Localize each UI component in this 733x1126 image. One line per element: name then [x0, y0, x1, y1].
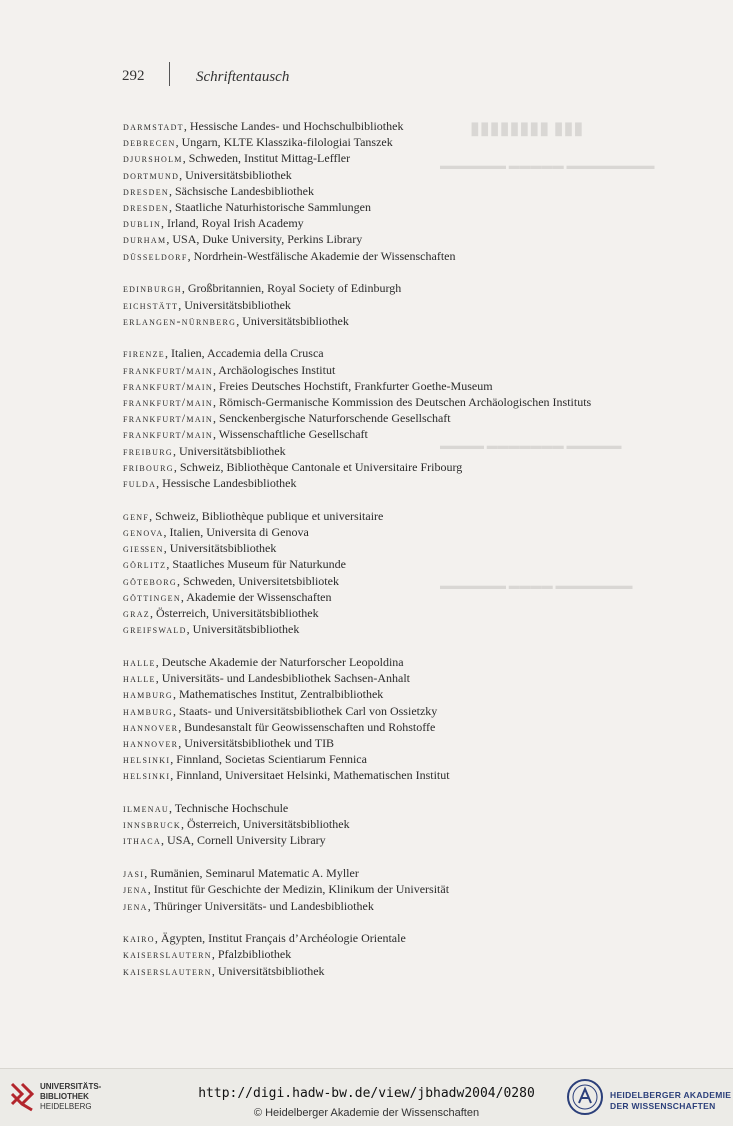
- institution-name: Deutsche Akademie der Naturforscher Leopoldina: [161, 654, 404, 669]
- institution-name: USA, Duke University, Perkins Library: [172, 232, 363, 247]
- institution-name: Universitätsbibliothek und TIB: [184, 735, 335, 750]
- list-item: [123, 800, 683, 816]
- institution-name: Nordrhein-Westfälische Akademie der Wissenschaften: [193, 248, 456, 263]
- separator: ,: [187, 248, 194, 263]
- list-item: [123, 589, 683, 605]
- institution-name: Österreich, Universitätsbibliothek: [186, 817, 350, 832]
- permalink-url[interactable]: http://digi.hadw-bw.de/view/jbhadw2004/0280: [198, 1086, 535, 1101]
- entry-group: [123, 865, 683, 914]
- institution-name: Akademie der Wissenschaften: [186, 589, 332, 604]
- list-item: [123, 183, 683, 199]
- separator: ,: [180, 817, 187, 832]
- list-item: [123, 410, 683, 426]
- list-item: [123, 605, 683, 621]
- institution-name: Staats- und Universitätsbibliothek Carl von Ossietzky: [179, 703, 438, 718]
- institution-name: Senckenbergische Naturforschende Gesellschaft: [218, 411, 451, 426]
- institution-name: Hessische Landes- und Hochschulbibliothek: [189, 119, 404, 133]
- list-item: [123, 930, 683, 946]
- city-name: genova: [123, 524, 164, 539]
- institution-name: USA, Cornell University Library: [167, 833, 326, 848]
- city-name: halle: [123, 654, 156, 669]
- list-item: [123, 362, 683, 378]
- separator: ,: [165, 346, 171, 361]
- list-item: [123, 751, 683, 767]
- list-item: [123, 167, 683, 183]
- list-item: [123, 816, 683, 832]
- separator: ,: [178, 735, 185, 750]
- city-name: halle: [123, 671, 156, 686]
- list-item: [123, 703, 683, 719]
- show-through-decoration: ▬▬▬▬▬▬ ▬▬▬▬ ▬▬▬▬▬▬▬: [440, 580, 633, 592]
- institution-name: Universitätsbibliothek: [169, 541, 277, 556]
- city-name: frankfurt/main: [123, 378, 213, 393]
- institution-name: Österreich, Universitätsbibliothek: [155, 605, 319, 620]
- city-name: firenze: [123, 346, 165, 361]
- running-title: Schriftentausch: [196, 69, 290, 85]
- list-item: [123, 313, 683, 329]
- city-name: freiburg: [123, 443, 173, 458]
- institution-name: Hessische Landesbibliothek: [162, 476, 297, 491]
- show-through-decoration: ▬▬▬▬ ▬▬▬▬▬▬▬ ▬▬▬▬▬: [440, 440, 622, 452]
- institution-name: Institut für Geschichte der Medizin, Klinikum der Universität: [153, 882, 450, 897]
- separator: ,: [183, 119, 190, 133]
- institution-name: Ägypten, Institut Français d’Archéologie Orientale: [160, 931, 406, 946]
- entry-group: [123, 930, 683, 979]
- list-item: [123, 654, 683, 670]
- separator: ,: [155, 671, 162, 686]
- city-name: hannover: [123, 735, 179, 750]
- ub-logo-line-2: BIBLIOTHEK: [40, 1092, 89, 1101]
- city-name: dublin: [123, 216, 162, 231]
- city-name: kairo: [123, 931, 155, 946]
- institution-name: Finnland, Societas Scientiarum Fennica: [176, 752, 367, 767]
- header-divider: [169, 62, 170, 86]
- city-name: jasi: [123, 866, 145, 881]
- list-item: [123, 443, 683, 459]
- city-name: hamburg: [123, 703, 173, 718]
- separator: ,: [156, 476, 163, 491]
- city-name: helsinki: [123, 768, 171, 783]
- city-name: innsbruck: [123, 817, 181, 832]
- city-name: ilmenau: [123, 801, 169, 816]
- separator: ,: [168, 801, 175, 816]
- list-item: [123, 524, 683, 540]
- list-item: [123, 621, 683, 637]
- separator: ,: [166, 557, 173, 572]
- separator: ,: [178, 297, 185, 312]
- institution-name: Sächsische Landesbibliothek: [175, 183, 314, 198]
- separator: ,: [212, 427, 219, 442]
- institution-name: Universitätsbibliothek: [178, 443, 286, 458]
- separator: ,: [180, 589, 187, 604]
- separator: ,: [144, 866, 151, 881]
- separator: ,: [166, 232, 173, 247]
- city-name: helsinki: [123, 752, 171, 767]
- city-name: dresden: [123, 183, 169, 198]
- institution-name: Italien, Universita di Genova: [169, 524, 309, 539]
- list-item: [123, 898, 683, 914]
- institution-name: Ungarn, KLTE Klasszika-filologiai Tanszek: [181, 135, 393, 150]
- institution-name: Großbritannien, Royal Society of Edinburgh: [187, 281, 402, 296]
- city-name: debrecen: [123, 135, 176, 150]
- list-item: [123, 767, 683, 783]
- list-item: [123, 719, 683, 735]
- separator: ,: [186, 622, 193, 637]
- separator: ,: [147, 898, 154, 913]
- city-name: frankfurt/main: [123, 362, 213, 377]
- city-name: hamburg: [123, 687, 173, 702]
- institution-name: Universitäts- und Landesbibliothek Sachsen-Anhalt: [161, 671, 410, 686]
- separator: ,: [172, 443, 179, 458]
- list-item: [123, 459, 683, 475]
- city-name: erlangen-nürnberg: [123, 313, 237, 328]
- entry-group: [123, 654, 683, 784]
- separator: ,: [154, 931, 161, 946]
- entry-group: [123, 800, 683, 849]
- list-item: [123, 297, 683, 313]
- separator: ,: [161, 216, 168, 231]
- list-item: [123, 426, 683, 442]
- list-item: [123, 556, 683, 572]
- institution-name: Wissenschaftliche Gesellschaft: [218, 427, 368, 442]
- city-name: fulda: [123, 476, 157, 491]
- institution-name: Schweiz, Bibliothèque Cantonale et Universitaire Fribourg: [179, 459, 463, 474]
- institution-name: Universitätsbibliothek: [217, 963, 325, 978]
- separator: ,: [163, 524, 170, 539]
- institution-name: Mathematisches Institut, Zentralbibliothek: [179, 687, 384, 702]
- separator: ,: [149, 508, 156, 523]
- separator: ,: [147, 882, 154, 897]
- city-name: djursholm: [123, 151, 183, 166]
- list-item: [123, 248, 683, 264]
- academy-seal-icon: [566, 1078, 604, 1116]
- list-item: [123, 540, 683, 556]
- list-item: [123, 199, 683, 215]
- list-item: [123, 150, 683, 166]
- city-name: fribourg: [123, 459, 174, 474]
- institution-name: Schweden, Institut Mittag-Leffler: [188, 151, 351, 166]
- list-item: [123, 280, 683, 296]
- institution-name: Pfalzbibliothek: [217, 947, 292, 962]
- academy-logo[interactable]: [566, 1078, 732, 1118]
- list-item: [123, 508, 683, 524]
- list-item: [123, 134, 683, 150]
- page-number: 292: [122, 68, 145, 84]
- show-through-decoration: ▬▬▬▬▬▬ ▬▬▬▬▬ ▬▬▬▬▬▬▬▬: [440, 160, 655, 172]
- list-item: [123, 394, 683, 410]
- city-name: jena: [123, 898, 148, 913]
- institution-name: Universitätsbibliothek: [184, 297, 291, 312]
- list-item: [123, 670, 683, 686]
- separator: ,: [155, 654, 162, 669]
- list-item: [123, 686, 683, 702]
- city-name: kaiserslautern: [123, 963, 212, 978]
- city-name: göttingen: [123, 589, 181, 604]
- separator: ,: [212, 395, 219, 410]
- separator: ,: [169, 183, 175, 198]
- city-name: durham: [123, 232, 167, 247]
- institution-name: Römisch-Germanische Kommission des Deutschen Archäologischen Instituts: [218, 395, 592, 410]
- city-name: edinburgh: [123, 281, 182, 296]
- separator: ,: [212, 411, 219, 426]
- separator: ,: [169, 200, 175, 215]
- separator: ,: [163, 541, 170, 556]
- institution-name: Universitätsbibliothek: [185, 167, 292, 182]
- city-name: graz: [123, 605, 150, 620]
- list-item: [123, 573, 683, 589]
- institution-name: Irland, Royal Irish Academy: [167, 216, 304, 231]
- separator: ,: [211, 963, 218, 978]
- city-name: ithaca: [123, 833, 162, 848]
- institution-name: Italien, Accademia della Crusca: [171, 346, 324, 361]
- city-name: göteborg: [123, 573, 177, 588]
- list-item: [123, 832, 683, 848]
- institution-name: Universitätsbibliothek: [242, 313, 349, 328]
- city-name: görlitz: [123, 557, 167, 572]
- institution-name: Thüringer Universitäts- und Landesbibliothek: [153, 898, 374, 913]
- list-item: [123, 865, 683, 881]
- list-item: [123, 475, 683, 491]
- academy-logo-line-1: HEIDELBERGER AKADEMIE: [610, 1090, 732, 1100]
- city-name: frankfurt/main: [123, 395, 213, 410]
- list-item: [123, 118, 683, 134]
- separator: ,: [182, 151, 189, 166]
- city-name: genf: [123, 508, 150, 523]
- list-item: [123, 215, 683, 231]
- show-through-decoration: ▮▮▮▮▮▮▮▮ ▮▮▮: [470, 118, 584, 138]
- separator: ,: [236, 313, 243, 328]
- separator: ,: [178, 719, 185, 734]
- institution-name: Schweden, Universitetsbibliotek: [182, 573, 339, 588]
- city-name: eichstätt: [123, 297, 179, 312]
- institution-name: Schweiz, Bibliothèque publique et universitaire: [155, 508, 384, 523]
- exchange-partner-list: [123, 118, 683, 995]
- institution-name: Freies Deutsches Hochstift, Frankfurter Goethe-Museum: [218, 378, 493, 393]
- institution-name: Staatliche Naturhistorische Sammlungen: [175, 200, 371, 215]
- city-name: frankfurt/main: [123, 411, 213, 426]
- list-item: [123, 946, 683, 962]
- list-item: [123, 378, 683, 394]
- entry-group: [123, 345, 683, 491]
- institution-name: Staatliches Museum für Naturkunde: [172, 557, 346, 572]
- city-name: düsseldorf: [123, 248, 188, 263]
- entry-group: [123, 280, 683, 329]
- list-item: [123, 345, 683, 361]
- list-item: [123, 881, 683, 897]
- separator: ,: [161, 833, 168, 848]
- city-name: jena: [123, 882, 148, 897]
- separator: ,: [173, 687, 179, 702]
- city-name: dortmund: [123, 167, 180, 182]
- city-name: frankfurt/main: [123, 427, 213, 442]
- ub-logo-line-1: UNIVERSITÄTS-: [40, 1082, 102, 1091]
- institution-name: Technische Hochschule: [174, 801, 289, 816]
- separator: ,: [211, 947, 218, 962]
- separator: ,: [179, 167, 186, 182]
- list-item: [123, 735, 683, 751]
- footer-bar: [0, 1068, 733, 1126]
- institution-name: Finnland, Universitaet Helsinki, Mathematischen Institut: [176, 768, 450, 783]
- institution-name: Bundesanstalt für Geowissenschaften und Rohstoffe: [184, 719, 436, 734]
- separator: ,: [175, 135, 182, 150]
- separator: ,: [212, 362, 219, 377]
- ub-logo-line-3: HEIDELBERG: [40, 1102, 92, 1111]
- separator: ,: [176, 573, 183, 588]
- separator: ,: [212, 378, 219, 393]
- separator: ,: [170, 752, 177, 767]
- institution-name: Rumänien, Seminarul Matematic A. Myller: [150, 866, 359, 881]
- institution-name: Universitätsbibliothek: [192, 622, 300, 637]
- list-item: [123, 231, 683, 247]
- academy-logo-line-2: DER WISSENSCHAFTEN: [610, 1101, 716, 1111]
- separator: ,: [181, 281, 188, 296]
- separator: ,: [173, 703, 179, 718]
- city-name: hannover: [123, 719, 179, 734]
- entry-group: [123, 118, 683, 264]
- city-name: darmstadt: [123, 119, 184, 133]
- entry-group: [123, 508, 683, 638]
- copyright-notice: © Heidelberger Akademie der Wissenschaften: [253, 1107, 480, 1119]
- separator: ,: [149, 605, 156, 620]
- city-name: greifswald: [123, 622, 187, 637]
- separator: ,: [173, 459, 180, 474]
- institution-name: Archäologisches Institut: [218, 362, 336, 377]
- city-name: kaiserslautern: [123, 947, 212, 962]
- city-name: dresden: [123, 200, 169, 215]
- separator: ,: [170, 768, 177, 783]
- list-item: [123, 963, 683, 979]
- city-name: gießen: [123, 541, 164, 556]
